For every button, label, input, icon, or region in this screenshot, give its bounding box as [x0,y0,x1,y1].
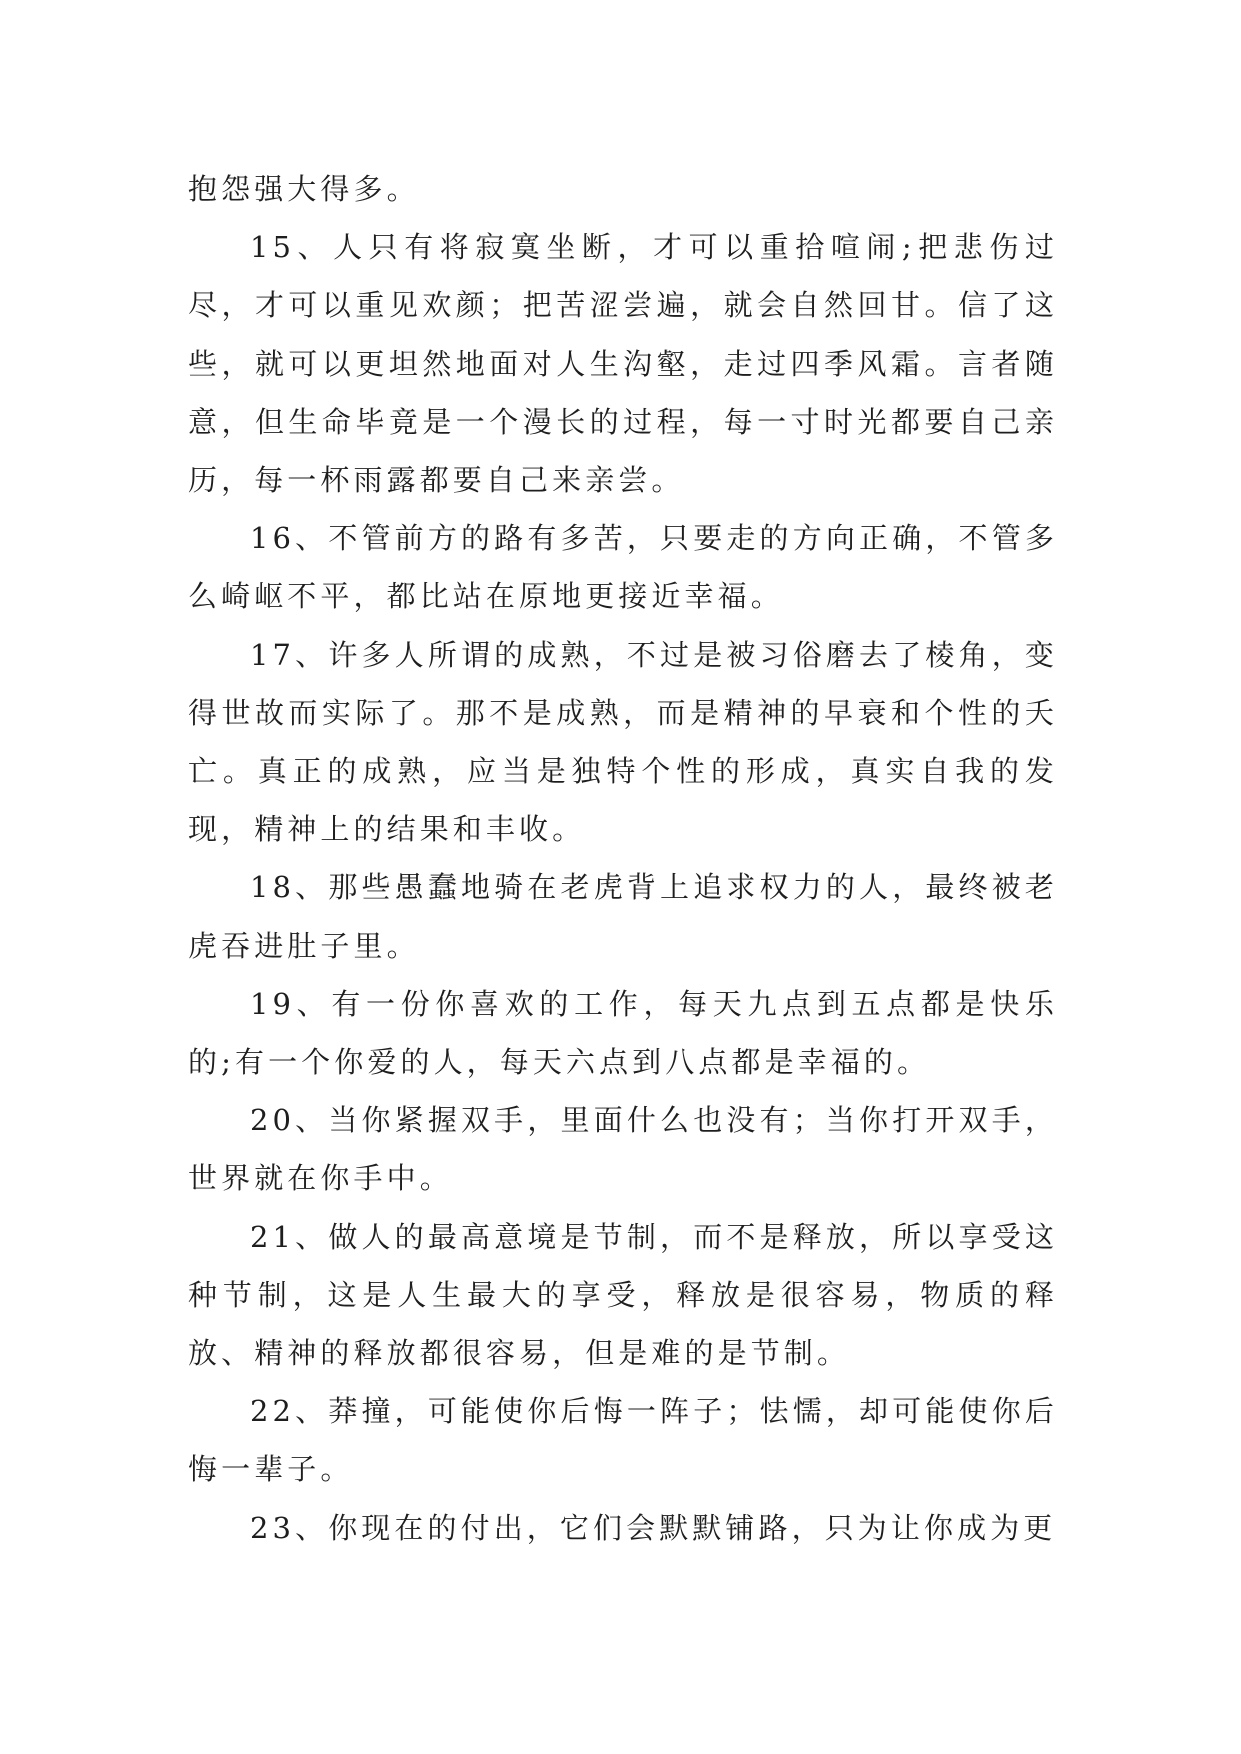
paragraph-17: 17、许多人所谓的成熟，不过是被习俗磨去了棱角，变得世故而实际了。那不是成熟，而是精神的早衰和个性的夭亡。真正的成熟，应当是独特个性的形成，真实自我的发现，精神上的结果和丰收。 [188,637,1058,847]
paragraph-16: 16、不管前方的路有多苦，只要走的方向正确，不管多么崎岖不平，都比站在原地更接近幸福。 [188,521,1058,614]
document-body [188,160,1058,1557]
paragraph-23-start: 23、你现在的付出，它们会默默铺路，只为让你成为更 [250,1510,1057,1545]
paragraph-20: 20、当你紧握双手，里面什么也没有；当你打开双手，世界就在你手中。 [188,1103,1058,1196]
paragraph-18: 18、那些愚蠢地骑在老虎背上追求权力的人，最终被老虎吞进肚子里。 [188,870,1058,963]
paragraph-19: 19、有一份你喜欢的工作，每天九点到五点都是快乐的;有一个你爱的人，每天六点到八点都是幸福的。 [188,986,1058,1080]
paragraph-15: 15、人只有将寂寞坐断，才可以重拾喧闹;把悲伤过尽，才可以重见欢颜；把苦涩尝遍，就会自然回甘。信了这些，就可以更坦然地面对人生沟壑，走过四季风霜。言者随意，但生命毕竟是一个漫长的过程，每一寸时光都要自己亲历，每一杯雨露都要自己来亲尝。 [188,230,1058,498]
paragraph-21: 21、做人的最高意境是节制，而不是释放，所以享受这种节制，这是人生最大的享受，释放是很容易，物质的释放、精神的释放都很容易，但是难的是节制。 [188,1219,1058,1371]
paragraph-22: 22、莽撞，可能使你后悔一阵子；怯懦，却可能使你后悔一辈子。 [188,1394,1058,1487]
paragraph-14-continuation: 抱怨强大得多。 [188,172,420,206]
